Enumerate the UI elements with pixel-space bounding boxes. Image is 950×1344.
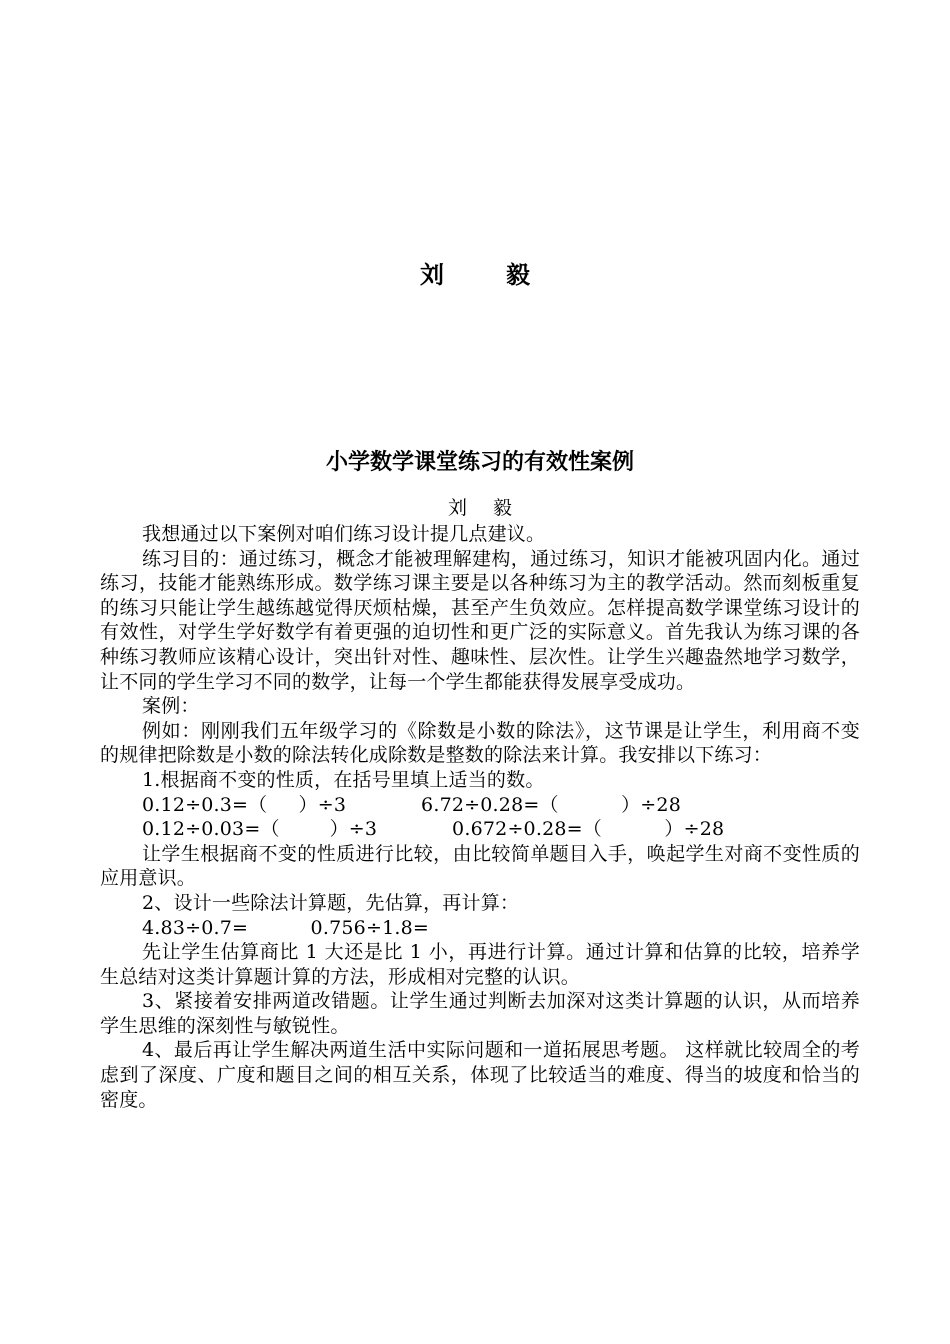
author-second: 毅 <box>493 497 513 519</box>
exercise-row: 0.12÷0.3=（ ）÷3 6.72÷0.28=（ ）÷28 <box>142 793 681 816</box>
cover-name-second: 毅 <box>506 261 530 289</box>
article-title: 小学数学课堂练习的有效性案例 <box>325 450 634 475</box>
article <box>100 446 860 1112</box>
paragraph-exercise-4: 4、最后再让学生解决两道生活中实际问题和一道拓展思考题。 这样就比较周全的考虑到了深度、广度和题目之间的相互关系，体现了比较适当的难度、得当的坡度和恰当的密度。 <box>100 1039 860 1111</box>
paragraph-intro: 我想通过以下案例对咱们练习设计提几点建议。 <box>142 523 546 545</box>
article-author <box>100 494 860 522</box>
paragraph-exercise-3: 3、紧接着安排两道改错题。让学生通过判断去加深对这类计算题的认识，从而培养学生思维的深刻性与敏锐性。 <box>100 990 860 1037</box>
exercise-row: 0.12÷0.03=（ ）÷3 0.672÷0.28=（ ）÷28 <box>142 818 725 841</box>
paragraph-exercise-1: 1.根据商不变的性质，在括号里填上适当的数。 <box>142 768 545 791</box>
paragraph-compare: 让学生根据商不变的性质进行比较，由比较简单题目入手，唤起学生对商不变性质的应用意识。 <box>100 842 860 890</box>
article-body <box>100 522 860 1112</box>
calc-row: 4.83÷0.7= 0.756÷1.8= <box>142 916 430 939</box>
paragraph-exercise-2: 2、设计一些除法计算题，先估算，再计算： <box>142 891 520 914</box>
cover-name-first: 刘 <box>420 261 444 289</box>
paragraph-example: 例如：刚刚我们五年级学习的《除数是小数的除法》，这节课是让学生，利用商不变的规律把除数是小数的除法转化成除数是整数的除法来计算。我安排以下练习： <box>100 719 860 767</box>
paragraph-purpose: 练习目的：通过练习，概念才能被理解建构，通过练习，知识才能被巩固内化。通过练习，技能才能熟练形成。数学练习课主要是以各种练习为主的教学活动。然而刻板重复的练习只能让学生越练越觉得厌烦枯燥，甚至产生负效应。怎样提高数学课堂练习设计的有效性，对学生学好数学有着更强的迫切性和更广泛的实际意义。首先我认为练习课的各种练习教师应该精心设计，突出针对性、趣味性、层次性。让学生兴趣盎然地学习数学，让不同的学生学习不同的数学，让每一个学生都能获得发展享受成功。 <box>100 547 860 693</box>
author-first: 刘 <box>447 497 467 519</box>
paragraph-case-heading: 案例： <box>142 695 200 718</box>
paragraph-estimate: 先让学生估算商比 1 大还是比 1 小，再进行计算。通过计算和估算的比较，培养学生总结对这类计算题计算的方法，形成相对完整的认识。 <box>100 941 860 988</box>
cover-author-name <box>0 258 950 292</box>
